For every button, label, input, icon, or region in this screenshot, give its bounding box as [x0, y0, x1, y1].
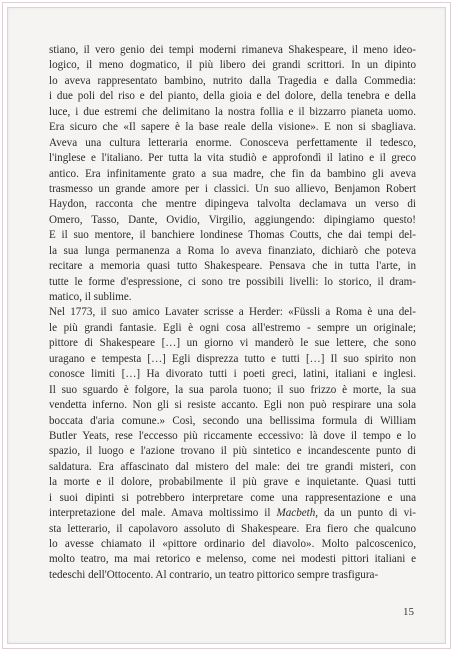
- text-line: Nel 1773, il suo amico Lavater scrisse a Herder: «Füssli a Roma è una del-: [49, 306, 416, 319]
- text-line: la morte e il dolore, probabilmente il più grave e inquietante. Quasi tutti: [49, 476, 416, 489]
- text-line: Butler Yeats, rese l'eccesso più riccamente eccessivo: là dove il tempo e lo: [49, 429, 416, 442]
- text-line: trasmesso un grande amore per i classici. Un suo allievo, Benjamon Robert: [49, 182, 416, 195]
- book-page: [7, 7, 446, 644]
- text-line: boccata d'aria comune.» Così, secondo una bellissima formula di William: [49, 414, 416, 427]
- text-line: spazio, il luogo e l'azione trovano il più sintetico e incandescente punto di: [49, 445, 416, 458]
- text-line: tutte le forme d'espressione, ci sono tre possibili livelli: lo storico, il dram-: [49, 275, 416, 288]
- text-line: Omero, Tasso, Dante, Ovidio, Virgilio, aggiungendo: dipingiamo questo!: [49, 213, 416, 226]
- text-line: uragano e tempesta […] Egli disprezza tutto e tutti […] Il suo spirito non: [49, 352, 416, 365]
- text-line: pittore di Shakespeare […] un giorno vi manderò le sue lettere, che sono: [49, 337, 416, 350]
- title-macbeth: Macbeth: [276, 507, 316, 520]
- text-line: lo avesse chiamato il «pittore ordinario del diavolo». Molto palcoscenico,: [49, 538, 416, 550]
- text-line: lo aveva rappresentato bambino, nutrito dalla Tragedia e dalla Commedia:: [49, 74, 416, 87]
- text-line: molto teatro, ma mai retorico e melenso, come nei modesti pittori italiani e: [49, 553, 416, 566]
- text-line: recitare a memoria quasi tutto Shakespeare. Pensava che in tutta l'arte, in: [49, 260, 416, 273]
- text-line: la sua lunga permanenza a Roma lo aveva finanziato, dichiarò che poteva: [49, 244, 416, 257]
- text-line: matico, il sublime.: [49, 291, 132, 303]
- text-line: logico, il meno dogmatico, il più libero dei grandi scrittori. In un dipinto: [49, 59, 416, 72]
- body-text: [49, 43, 416, 583]
- text-line: i suoi dipinti si potrebbero interpretare come una rappresentazione e una: [49, 491, 416, 504]
- text-line: stiano, il vero genio dei tempi moderni rimaneva Shakespeare, il meno ideo-: [49, 44, 416, 56]
- text-line: Era sicuro che «Il sapere è la base reale della visione». E non si sbagliava.: [49, 121, 416, 134]
- text-line: saldatura. Era affascinato dal mistero del male: dei tre grandi misteri, con: [49, 460, 416, 473]
- text-line: interpretazione del male. Amava moltissimo il Macbeth, da un punto di vi-: [49, 507, 416, 520]
- text-line: Haydon, racconta che mentre dipingeva talvolta declamava un verso di: [49, 198, 416, 211]
- text-line: Il suo sguardo è folgore, la sua parola tuono; il suo frizzo è morte, la sua: [49, 383, 416, 396]
- page-number: 15: [403, 606, 414, 618]
- text-line: sta letterario, il capolavoro assoluto di Shakespeare. Era fiero che qualcuno: [49, 522, 416, 535]
- text-line: l'inglese e l'italiano. Per tutta la vita studiò e approfondì il latino e il greco: [49, 152, 416, 165]
- text-line: antico. Era infinitamente grato a sua madre, che fin da bambino gli aveva: [49, 167, 416, 180]
- text-line: tedeschi dell'Ottocento. Al contrario, un teatro pittorico sempre trasfigura-: [49, 568, 379, 581]
- text-line: Aveva una cultura letteraria enorme. Conosceva perfettamente il tedesco,: [49, 136, 416, 149]
- text-line: le più grandi fantasie. Egli è ogni cosa all'estremo - sempre un originale;: [49, 321, 416, 334]
- text-line: E il suo mentore, il banchiere londinese Thomas Coutts, che dai tempi del-: [49, 229, 416, 242]
- text-line: conosce limiti […] Ha divorato tutti i poeti greci, latini, italiani e inglesi.: [49, 368, 416, 381]
- text-line: i due poli del riso e del pianto, della gioia e del dolore, della tenebra e della: [49, 90, 416, 103]
- text-line: luce, i due estremi che delimitano la nostra follia e il bizzarro pianeta uomo.: [49, 105, 416, 118]
- text-line: vendetta inferno. Non gli si resiste accanto. Egli non può respirare una sola: [49, 399, 416, 412]
